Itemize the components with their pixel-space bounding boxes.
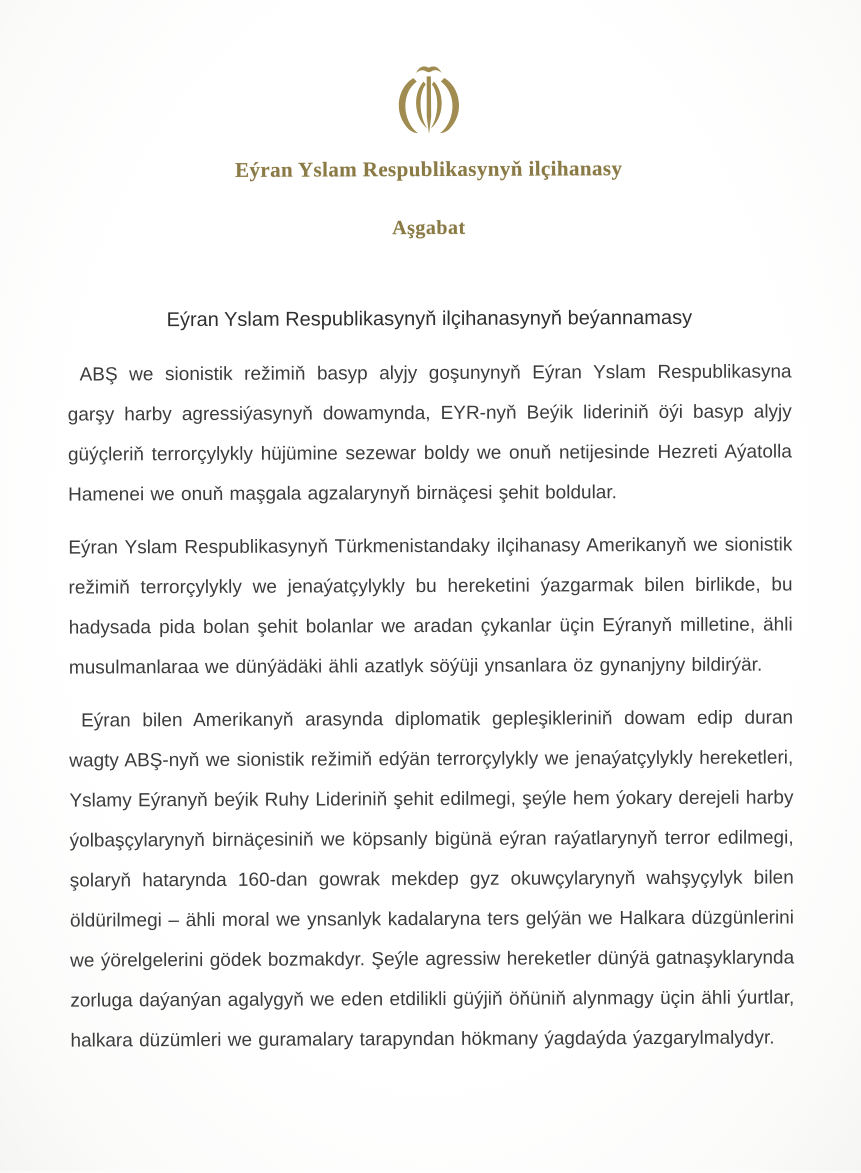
statement-paragraph-1: ABŞ we sionistik režimiň basyp alyjy goşunynyň Eýran Yslam Respublikasyna garşy harby agressiýasynyň dowamynda, EYR-nyň Beýik lideriniň öýi basyp alyjy güýçleriň terrorçylykly hüjümine sezewar boldy we onuň netijesinde Hezreti Aýatolla Hamenei we onuň maşgala agzalarynyň birnäçesi şehit boldular.: [67, 361, 792, 506]
statement-paragraph-2: Eýran Yslam Respublikasynyň Türkmenistandaky ilçihanasy Amerikanyň we sionistik režimiň terrorçylykly we jenaýatçylykly bu hereketini ýazgarmak bilen birlikde, bu hadysada pida bolan şehit bolanlar we aradan çykanlar üçin Eýranyň milletine, ähli musulmanlaraa we dünýädäki ähli azatlyk söýüji ynsanlara öz gynanjyny bildirýär.: [68, 534, 793, 679]
iran-emblem-icon: [385, 60, 471, 146]
embassy-city-heading: Aşgabat: [392, 216, 466, 240]
emblem-container: [0, 0, 859, 153]
embassy-name-heading: Eýran Yslam Respublikasynyň ilçihanasy: [234, 156, 623, 182]
statement-paragraph-3: Eýran bilen Amerikanyň arasynda diplomatik gepleşikleriniň dowam edip duran wagty ABŞ-nyň we sionistik režimiň edýän terrorçylykly we jenaýatçylykly hereketleri, Yslamy Eýranyň beýik Ruhy Lideriniň şehit edilmegi, şeýle hem ýokary derejeli harby ýolbaşçylarynyň birnäçesiniň we köpsanly bigünä eýran raýatlarynyň terror edilmegi, şolaryň hatarynda 160-dan gowrak mekdep gyz okuwçylarynyň wahşyçylyk bilen öldürilmegi – ähli moral we ynsanlyk kadalaryna ters gelýän we Halkara düzgünlerini we ýörelgelerini gödek bozmakdyr. Şeýle agressiw hereketler dünýä gatnaşyklarynda zorluga daýanýan agalygyň we eden etdilikli güýjiň öňüniň alynmagy üçin ähli ýurtlar, halkara düzümleri we guramalary tarapyndan hökmany ýagdaýda ýazgarylmalydyr.: [69, 707, 795, 1052]
statement-title: Eýran Yslam Respublikasynyň ilçihanasynyň beýannamasy: [166, 306, 693, 332]
letter-body: [67, 238, 795, 1061]
